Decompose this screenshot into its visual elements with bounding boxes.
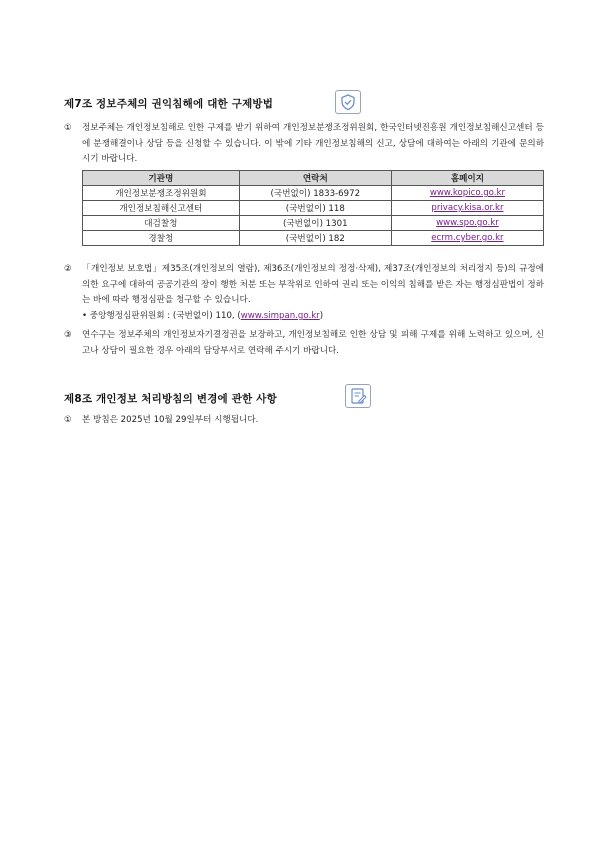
section-7-title: 제7조 정보주체의 권익침해에 대한 구제방법	[64, 98, 274, 110]
table-cell: 대검찰청	[83, 216, 240, 231]
document-edit-icon	[345, 384, 371, 408]
column-header: 기관명	[83, 171, 240, 186]
section-8-item-1	[64, 413, 544, 429]
homepage-link[interactable]: www.kopico.go.kr	[391, 186, 543, 201]
item-text: 연수구는 정보주체의 개인정보자기결정권을 보장하고, 개인정보침해로 인한 상담 및 피해 구제를 위해 노력하고 있으며, 신고나 상담이 필요한 경우 아래의 담당부서로 연락해 주시기 바랍니다.	[82, 330, 544, 356]
item-text: 본 방침은 2025년 10월 29일부터 시행됩니다.	[82, 415, 259, 425]
table-row	[83, 201, 544, 216]
table-cell: (국번없이) 182	[239, 231, 391, 246]
table-row	[83, 216, 544, 231]
item-text: 「개인정보 보호법」제35조(개인정보의 열람), 제36조(개인정보의 정정·삭제), 제37조(개인정보의 처리정지 등)의 규정에 의한 요구에 대하여 공공기관의 장이 행한 처분 또는 부작위로 인하여 권리 또는 이익의 침해를 받은 자는 행정심판법이 정하는 바에 따라 행정심판을 청구할 수 있습니다.	[82, 264, 544, 305]
simpan-bullet	[82, 309, 323, 324]
column-header: 홈페이지	[391, 171, 543, 186]
bullet-text: • 중앙행정심판위원회 : (국번없이) 110, (	[82, 311, 241, 321]
table-cell: 개인정보분쟁조정위원회	[83, 186, 240, 201]
table-cell: (국번없이) 118	[239, 201, 391, 216]
item-number: ②	[64, 264, 72, 274]
table-row	[83, 186, 544, 201]
homepage-link[interactable]: www.spo.go.kr	[391, 216, 543, 231]
homepage-link[interactable]: ecrm.cyber.go.kr	[391, 231, 543, 246]
shield-check-icon	[335, 90, 361, 114]
homepage-link[interactable]: privacy.kisa.or.kr	[391, 201, 543, 216]
table-cell: 경찰청	[83, 231, 240, 246]
section-8-title: 제8조 개인정보 처리방침의 변경에 관한 사항	[64, 393, 277, 405]
column-header: 연락처	[239, 171, 391, 186]
table-header-row	[83, 171, 544, 186]
item-number: ①	[64, 123, 72, 133]
item-number: ①	[64, 415, 72, 425]
simpan-link[interactable]: www.simpan.go.kr	[240, 311, 320, 321]
section-7-item-2	[64, 262, 544, 309]
section-7-item-3	[64, 328, 544, 359]
table-cell: 개인정보침해신고센터	[83, 201, 240, 216]
table-row	[83, 231, 544, 246]
section-7-item-1	[64, 121, 544, 168]
bullet-suffix: )	[319, 311, 324, 321]
contact-table	[82, 170, 544, 246]
table-cell: (국번없이) 1301	[239, 216, 391, 231]
table-cell: (국번없이) 1833-6972	[239, 186, 391, 201]
item-number: ③	[64, 330, 72, 340]
item-text: 정보주체는 개인정보침해로 인한 구제를 받기 위하여 개인정보분쟁조정위원회, 한국인터넷진흥원 개인정보침해신고센터 등에 분쟁해결이나 상담 등을 신청할 수 있습니다. 이 밖에 기타 개인정보침해의 신고, 상담에 대하여는 아래의 기관에 문의하시기 바랍니다.	[82, 123, 544, 164]
